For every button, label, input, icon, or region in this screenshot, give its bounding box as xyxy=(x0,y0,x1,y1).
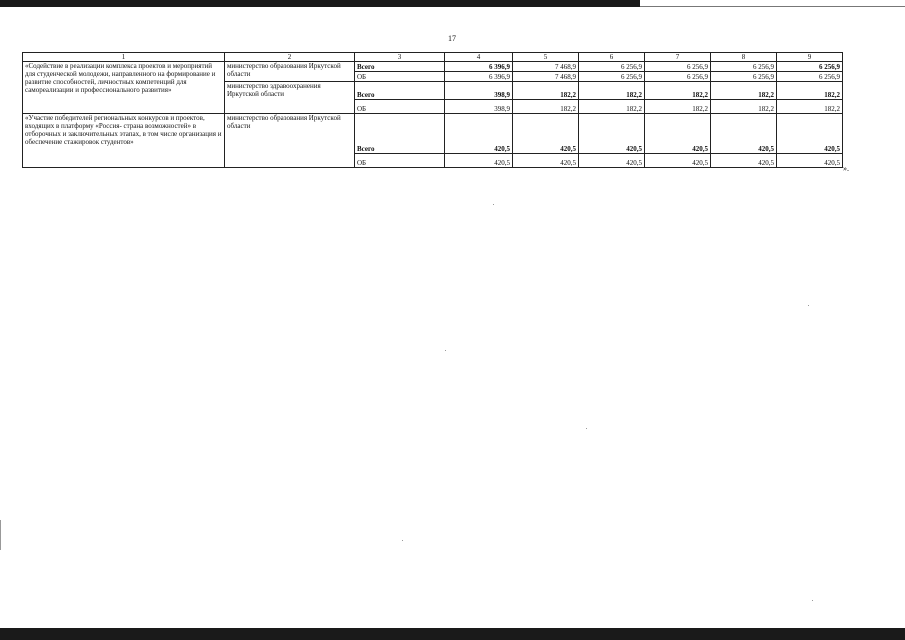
value-cell: 6 256,9 xyxy=(645,72,711,82)
executor-cell: министерство образования Иркутской области xyxy=(225,114,355,168)
scan-speck xyxy=(402,540,403,541)
budget-table xyxy=(22,52,843,168)
column-number-row xyxy=(23,53,843,62)
page-number: 17 xyxy=(448,34,456,43)
source-cell: ОБ xyxy=(355,72,445,82)
value-cell: 182,2 xyxy=(579,82,645,100)
column-header: 6 xyxy=(579,53,645,62)
value-cell: 6 256,9 xyxy=(711,62,777,72)
column-header: 3 xyxy=(355,53,445,62)
source-cell: ОБ xyxy=(355,100,445,114)
value-cell: 182,2 xyxy=(513,82,579,100)
value-cell: 6 256,9 xyxy=(579,72,645,82)
measure-cell: «Участие победителей региональных конкурсов и проектов, входящих в платформу «Россия- страна возможностей» в отборочных и заключительных этапах, в том числе организация и обеспечение стажировок студентов» xyxy=(23,114,225,168)
source-cell: ОБ xyxy=(355,154,445,168)
executor-cell: министерство образования Иркутской области xyxy=(225,62,355,82)
value-cell: 420,5 xyxy=(645,154,711,168)
value-cell: 420,5 xyxy=(579,114,645,154)
value-cell: 6 256,9 xyxy=(777,72,843,82)
value-cell: 182,2 xyxy=(777,100,843,114)
scan-left-mark xyxy=(0,520,1,550)
table-row xyxy=(23,62,843,72)
value-cell: 7 468,9 xyxy=(513,62,579,72)
column-header: 4 xyxy=(445,53,513,62)
value-cell: 182,2 xyxy=(711,100,777,114)
value-cell: 420,5 xyxy=(513,154,579,168)
value-cell: 420,5 xyxy=(579,154,645,168)
source-cell: Всего xyxy=(355,82,445,100)
value-cell: 420,5 xyxy=(711,154,777,168)
scan-speck xyxy=(445,350,446,351)
value-cell: 182,2 xyxy=(579,100,645,114)
value-cell: 398,9 xyxy=(445,82,513,100)
scan-top-edge xyxy=(0,0,640,7)
scan-speck xyxy=(812,600,813,601)
column-header: 9 xyxy=(777,53,843,62)
value-cell: 420,5 xyxy=(445,154,513,168)
value-cell: 420,5 xyxy=(777,154,843,168)
column-header: 8 xyxy=(711,53,777,62)
scan-speck xyxy=(586,428,587,429)
value-cell: 7 468,9 xyxy=(513,72,579,82)
scan-top-edge-thin xyxy=(640,6,905,7)
scan-speck xyxy=(493,204,494,205)
column-header: 1 xyxy=(23,53,225,62)
value-cell: 182,2 xyxy=(645,82,711,100)
value-cell: 182,2 xyxy=(645,100,711,114)
value-cell: 398,9 xyxy=(445,100,513,114)
value-cell: 182,2 xyxy=(777,82,843,100)
value-cell: 6 256,9 xyxy=(777,62,843,72)
value-cell: 182,2 xyxy=(513,100,579,114)
column-header: 7 xyxy=(645,53,711,62)
value-cell: 6 396,9 xyxy=(445,62,513,72)
value-cell: 420,5 xyxy=(513,114,579,154)
column-header: 2 xyxy=(225,53,355,62)
value-cell: 420,5 xyxy=(777,114,843,154)
value-cell: 6 256,9 xyxy=(645,62,711,72)
source-cell: Всего xyxy=(355,62,445,72)
value-cell: 420,5 xyxy=(645,114,711,154)
measure-cell: «Содействие в реализации комплекса проектов и мероприятий для студенческой молодежи, направленного на формирование и развитие способностей, личностных компетенций для самореализации и профессионального развития» xyxy=(23,62,225,114)
value-cell: 420,5 xyxy=(445,114,513,154)
executor-cell: министерство здравоохранения Иркутской области xyxy=(225,82,355,114)
value-cell: 420,5 xyxy=(711,114,777,154)
table-row xyxy=(23,114,843,154)
scan-bottom-edge xyxy=(0,628,905,640)
column-header: 5 xyxy=(513,53,579,62)
value-cell: 182,2 xyxy=(711,82,777,100)
scan-speck xyxy=(808,305,809,306)
closing-quote-mark: ». xyxy=(843,164,849,173)
value-cell: 6 256,9 xyxy=(711,72,777,82)
source-cell: Всего xyxy=(355,114,445,154)
value-cell: 6 396,9 xyxy=(445,72,513,82)
value-cell: 6 256,9 xyxy=(579,62,645,72)
